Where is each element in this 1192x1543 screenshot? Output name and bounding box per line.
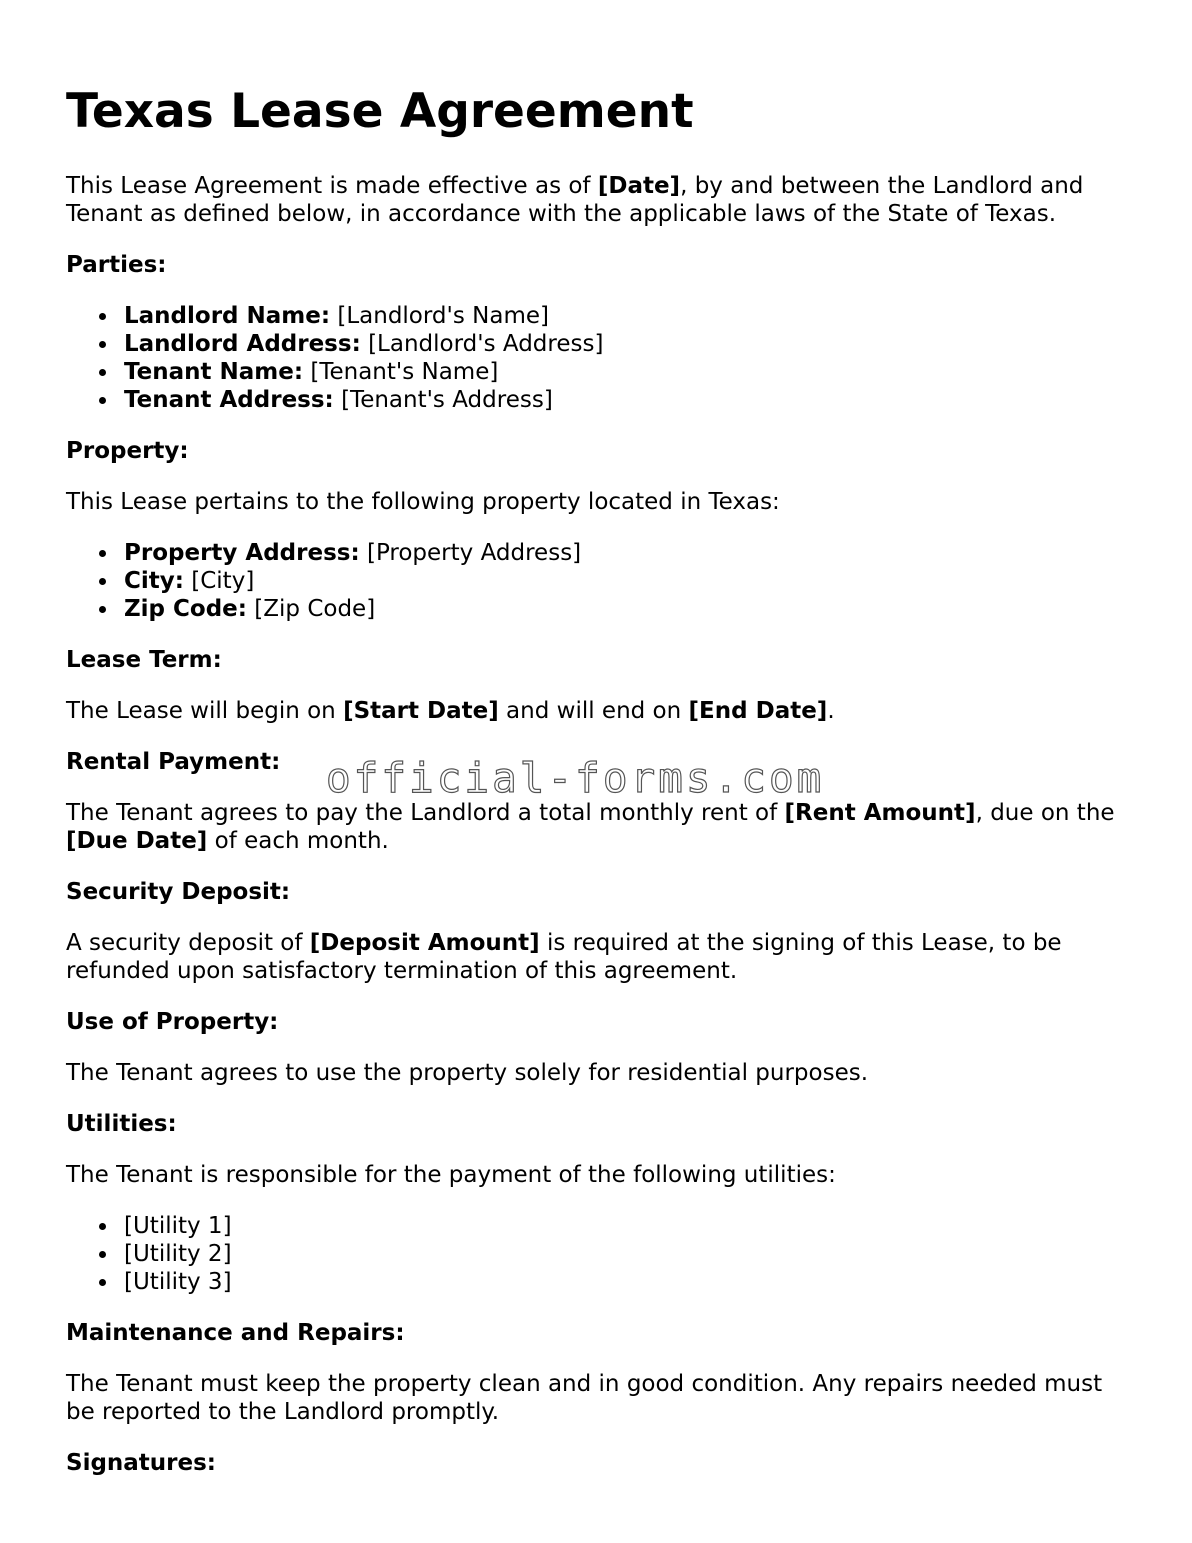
lease-term-heading: Lease Term: (66, 647, 222, 673)
list-item: Tenant Address: [Tenant's Address] (124, 386, 1126, 414)
list-item: Property Address: [Property Address] (124, 539, 1126, 567)
bullet-icon (99, 578, 106, 585)
bullet-icon (99, 606, 106, 613)
list-item: Zip Code: [Zip Code] (124, 595, 1126, 623)
document-title: Texas Lease Agreement (66, 84, 694, 139)
date-placeholder: [Date] (597, 173, 681, 199)
property-paragraph: This Lease pertains to the following property located in Texas: (66, 489, 780, 515)
security-deposit-heading: Security Deposit: (66, 879, 291, 905)
bullet-icon (99, 550, 106, 557)
rental-payment-heading: Rental Payment: (66, 749, 281, 775)
property-heading: Property: (66, 438, 189, 464)
list-item: Landlord Address: [Landlord's Address] (124, 330, 1126, 358)
bullet-icon (99, 313, 106, 320)
bullet-icon (99, 1279, 106, 1286)
bullet-icon (99, 369, 106, 376)
list-item: [Utility 3] (124, 1268, 1126, 1296)
list-item: City: [City] (124, 567, 1126, 595)
rental-payment-paragraph: The Tenant agrees to pay the Landlord a total monthly rent of [Rent Amount], due on the [Due Date] of each month. (66, 800, 1115, 854)
security-deposit-paragraph: A security deposit of [Deposit Amount] is required at the signing of this Lease, to be refunded upon satisfactory termination of this agreement. (66, 930, 1062, 984)
intro-paragraph: This Lease Agreement is made effective as of [Date], by and between the Landlord and Tenant as defined below, in accordance with the applicable laws of the State of Texas. (66, 173, 1084, 227)
use-of-property-paragraph: The Tenant agrees to use the property solely for residential purposes. (66, 1060, 869, 1086)
maintenance-paragraph: The Tenant must keep the property clean and in good condition. Any repairs needed must be reported to the Landlord promptly. (66, 1371, 1103, 1425)
document-body (66, 172, 1126, 1500)
maintenance-heading: Maintenance and Repairs: (66, 1320, 405, 1346)
property-list (66, 539, 1126, 623)
utilities-paragraph: The Tenant is responsible for the payment of the following utilities: (66, 1162, 836, 1188)
parties-list (66, 302, 1126, 414)
list-item: Landlord Name: [Landlord's Name] (124, 302, 1126, 330)
use-of-property-heading: Use of Property: (66, 1009, 279, 1035)
parties-heading: Parties: (66, 252, 167, 278)
list-item: Tenant Name: [Tenant's Name] (124, 358, 1126, 386)
bullet-icon (99, 1223, 106, 1230)
utilities-heading: Utilities: (66, 1111, 177, 1137)
list-item: [Utility 1] (124, 1212, 1126, 1240)
bullet-icon (99, 1251, 106, 1258)
utilities-list (66, 1212, 1126, 1296)
lease-term-paragraph: The Lease will begin on [Start Date] and will end on [End Date]. (66, 698, 835, 724)
watermark: official-forms.com (326, 754, 825, 802)
list-item: [Utility 2] (124, 1240, 1126, 1268)
bullet-icon (99, 397, 106, 404)
bullet-icon (99, 341, 106, 348)
signatures-heading: Signatures: (66, 1450, 217, 1476)
